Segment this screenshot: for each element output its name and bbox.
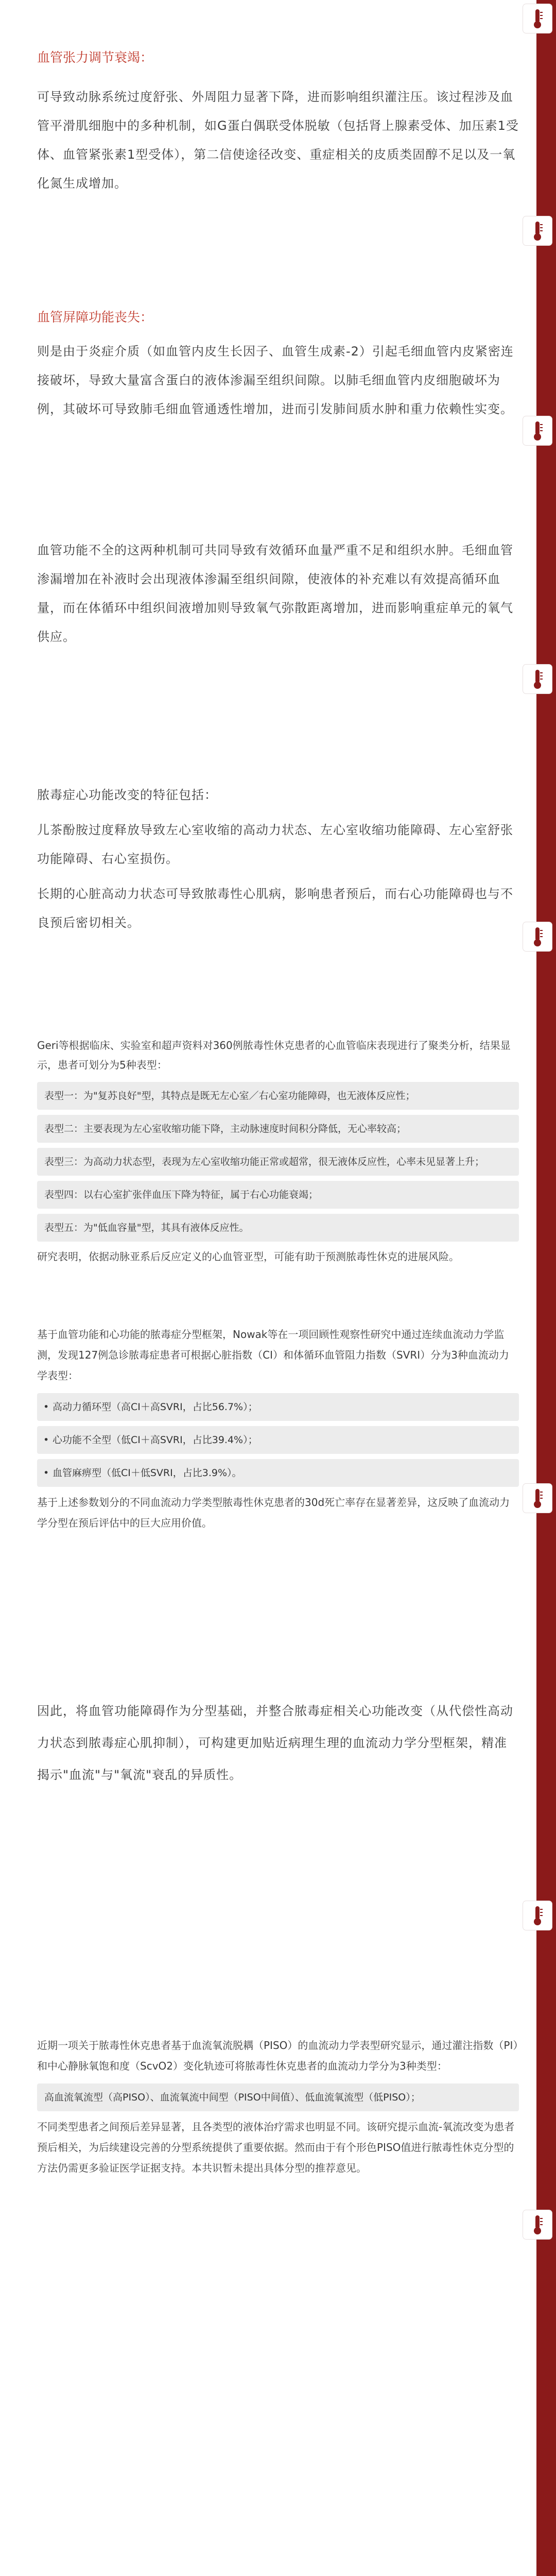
phenotype-row: 表型四：以右心室扩张伴血压下降为特征，属于右心功能衰竭； [37,1181,519,1209]
phenotype-row: 表型二：主要表现为左心室收缩功能下降，主动脉速度时间积分降低，无心率较高； [37,1115,519,1143]
section-capillary-leak [37,536,519,651]
paragraph: 长期的心脏高动力状态可导致脓毒性心肌病，影响患者预后，而右心功能障碍也与不良预后密切相关。 [37,887,513,930]
paragraph: 儿茶酚胺过度释放导致左心室收缩的高动力状态、左心室收缩功能障碍、左心室舒张功能障碍、右心室损伤。 [37,823,513,866]
thermometer-icon [523,416,552,445]
paragraph: 血管功能不全的这两种机制可共同导致有效循环血量严重不足和组织水肿。毛细血管渗漏增加在补液时会出现液体渗漏至组织间隙，使液体的补充难以有效提高循环血量，而在体循环中组织间液增加则导致氧气弥散距离增加，进而影响重症单元的氧气供应。 [37,543,513,644]
section-nowak-phenotypes [37,1324,519,1533]
phenotype-row: 表型一：为"复苏良好"型，其特点是既无左心室／右心室功能障碍，也无液体反应性； [37,1082,519,1110]
phenotype-row: 表型五：为"低血容量"型，其具有液体反应性。 [37,1214,519,1242]
section-piso [37,2035,519,2178]
paragraph: 脓毒症心功能改变的特征包括： [37,788,217,802]
phenotype-row: • 血管麻痹型（低CI＋低SVRI，占比3.9%）。 [37,1459,519,1487]
thermometer-icon [523,2210,552,2239]
right-rail [536,0,556,2576]
paragraph: 近期一项关于脓毒性休克患者基于血流氧流脱耦（PISO）的血流动力学表型研究显示，通过灌注指数（PI）和中心静脉氧饱和度（ScvO2）变化轨迹可将脓毒性休克患者的血流动力学分为3种类型： [37,2039,518,2072]
section-therefore [37,1695,519,1791]
phenotype-row: • 高动力循环型（高CI＋高SVRI，占比56.7%）； [37,1393,519,1421]
thermometer-icon [523,1484,552,1513]
thermometer-icon [523,922,552,951]
paragraph: 基于上述参数划分的不同血流动力学类型脓毒性休克患者的30d死亡率存在显著差异，这反映了血流动力学分型在预后评估中的巨大应用价值。 [37,1496,510,1529]
paragraph: Geri等根据临床、实验室和超声资料对360例脓毒性休克患者的心血管临床表现进行了聚类分析，结果显示，患者可划分为5种表型： [37,1039,511,1071]
thermometer-icon [523,665,552,693]
section-heading: 血管屏障功能丧失： [37,310,153,325]
thermometer-icon [523,216,552,245]
section-cardiac [37,781,519,937]
section-vascular-tone [37,47,519,198]
section-heading: 血管张力调节衰竭： [37,50,153,65]
section-endothelial-barrier [37,307,519,423]
phenotype-row: 表型三：为高动力状态型，表现为左心室收缩功能正常或超常，很无液体反应性，心率未见显著上升； [37,1148,519,1176]
paragraph: 基于血管功能和心功能的脓毒症分型框架，Nowak等在一项回顾性观察性研究中通过连续血流动力学监测，发现127例急诊脓毒症患者可根据心脏指数（CI）和体循环血管阻力指数（SVRI）分为3种血流动力学表型： [37,1328,509,1382]
paragraph: 可导致动脉系统过度舒张、外周阻力显著下降，进而影响组织灌注压。该过程涉及血管平滑肌细胞中的多种机制，如G蛋白偶联受体脱敏（包括肾上腺素受体、加压素1受体、血管紧张素1型受体），第二信使途径改变、重症相关的皮质类固醇不足以及一氧化氮生成增加。 [37,90,519,191]
section-geri-phenotypes [37,1036,519,1266]
paragraph: 研究表明，依据动脉亚系后反应定义的心血管亚型，可能有助于预测脓毒性休克的进展风险。 [37,1250,459,1263]
thermometer-icon [523,1901,552,1930]
paragraph: 因此，将血管功能障碍作为分型基础，并整合脓毒症相关心功能改变（从代偿性高动力状态到脓毒症心肌抑制），可构建更加贴近病理生理的血流动力学分型框架，精准揭示"血流"与"氧流"衰乱的异质性。 [37,1704,513,1782]
phenotype-row: 高血流氧流型（高PISO）、血流氧流中间型（PISO中间值）、低血流氧流型（低PISO）； [37,2083,519,2111]
phenotype-row: • 心功能不全型（低CI＋高SVRI，占比39.4%）； [37,1426,519,1454]
paragraph: 则是由于炎症介质（如血管内皮生长因子、血管生成素-2）引起毛细血管内皮紧密连接破坏，导致大量富含蛋白的液体渗漏至组织间隙。以肺毛细血管内皮细胞破坏为例，其破坏可导致肺毛细血管通透性增加，进而引发肺间质水肿和重力依赖性实变。 [37,344,514,416]
paragraph: 不同类型患者之间预后差异显著，且各类型的液体治疗需求也明显不同。该研究提示血流-氧流改变为患者预后相关，为后续建设完善的分型系统提供了重要依据。然而由于有个形色PISO值进行脓毒性休克分型的方法仍需更多验证医学证据支持。本共识暂未提出具体分型的推荐意见。 [37,2121,515,2174]
thermometer-icon [523,4,552,33]
